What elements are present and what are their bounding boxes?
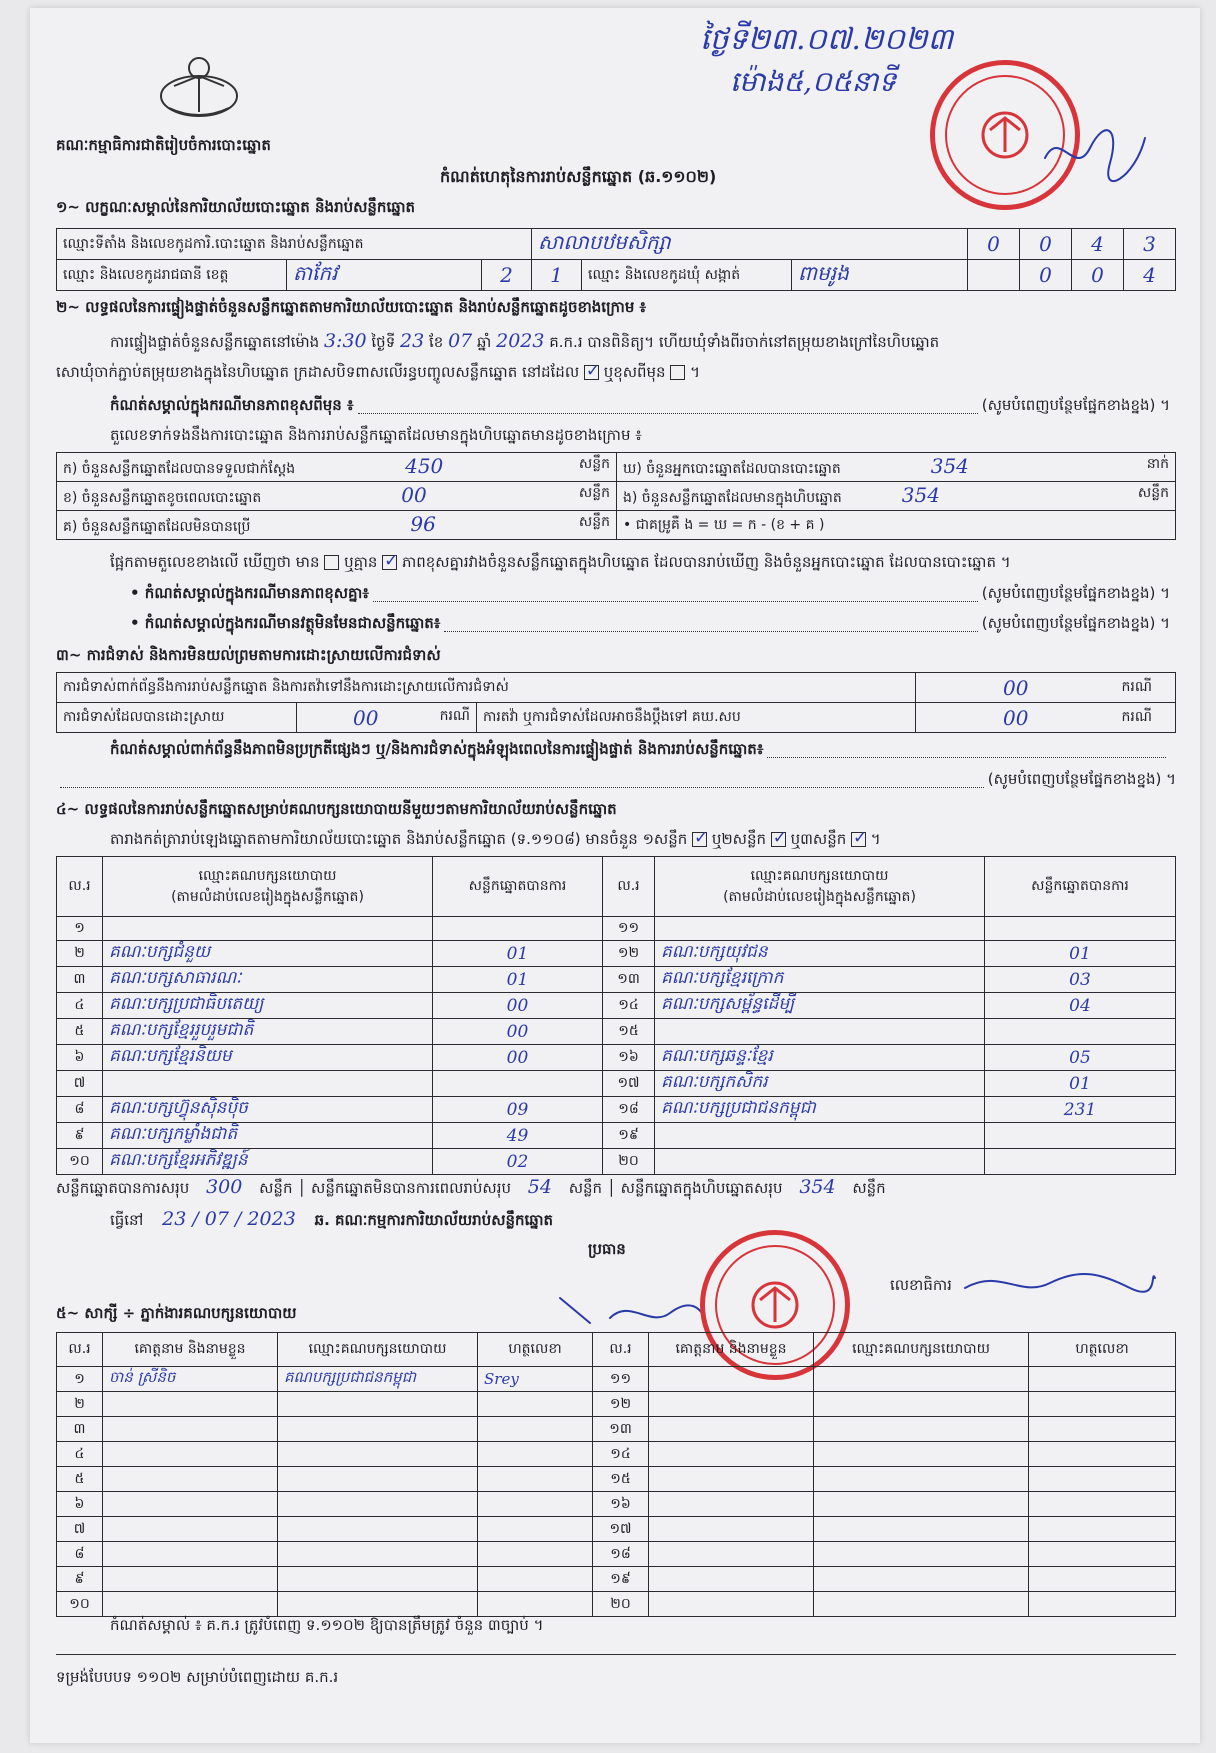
party-name: គណៈបក្សខ្មែររួបរួមជាតិ bbox=[103, 1019, 433, 1045]
party-no: ១២ bbox=[603, 941, 655, 967]
witness-party bbox=[814, 1492, 1029, 1517]
witness-party bbox=[814, 1567, 1029, 1592]
party-votes: 01 bbox=[433, 967, 603, 993]
form-paper bbox=[30, 8, 1200, 1743]
verification-line-2: សោឃុំចាក់ភ្ជាប់តម្រុយខាងក្នុងនៃហិបឆ្នោត ក្រដាសបិទពាសលើរន្ធបញ្ចូលសន្លឹកឆ្នោត នៅដដែល ✓ ឬខុសពីមុន ។ bbox=[56, 363, 700, 385]
table-row bbox=[57, 1567, 1176, 1592]
witness-no: ១ bbox=[57, 1367, 103, 1392]
witness-party bbox=[814, 1467, 1029, 1492]
witness-signature bbox=[478, 1492, 593, 1517]
party-votes: 09 bbox=[433, 1097, 603, 1123]
witness-name bbox=[649, 1417, 814, 1442]
party-name: គណៈបក្សប្រជាជនកម្ពុជា bbox=[655, 1097, 985, 1123]
witness-no: ៧ bbox=[57, 1517, 103, 1542]
witness-party bbox=[814, 1417, 1029, 1442]
appeal-objections: 00 bbox=[916, 703, 1116, 733]
witness-signature bbox=[1029, 1417, 1176, 1442]
party-name bbox=[655, 1123, 985, 1149]
party-votes bbox=[985, 1019, 1176, 1045]
irregularity-note: កំណត់សម្គាល់ពាក់ព័ន្ធនឹងភាពមិនប្រក្រតីផ្សេងៗ ឬ/និងការជំទាស់ក្នុងអំឡុងពេលនៃការផ្ទៀងផ្ទាត់ និងការរាប់សន្លឹកឆ្នោត៖ bbox=[110, 740, 1170, 762]
witness-name bbox=[103, 1542, 278, 1567]
commune-label: ឈ្មោះ និងលេខកូដឃុំ សង្កាត់ bbox=[582, 260, 792, 291]
ballots-in-box: 354 bbox=[901, 483, 940, 507]
witness-no: ១៤ bbox=[593, 1442, 649, 1467]
witness-no: ៨ bbox=[57, 1542, 103, 1567]
witness-party bbox=[278, 1592, 478, 1617]
totals-line: សន្លឹកឆ្នោតបានការសរុប 300 សន្លឹក │ សន្លឹកឆ្នោតមិនបានការពេលរាប់សរុប 54 សន្លឹក │ សន្លឹកឆ្នោតក្នុងហិបឆ្នោតសរុប 354 សន្លឹក bbox=[56, 1176, 886, 1198]
office-value: សាលាបឋមសិក្សា bbox=[532, 229, 968, 260]
table-row bbox=[57, 1592, 1176, 1617]
verification-day: 23 bbox=[400, 330, 425, 352]
witness-signature bbox=[478, 1517, 593, 1542]
party-votes: 49 bbox=[433, 1123, 603, 1149]
witness-party bbox=[278, 1492, 478, 1517]
objections-label: ការជំទាស់ពាក់ព័ន្ធនឹងការរាប់សន្លឹកឆ្នោត និងការតវ៉ាទៅនឹងការដោះស្រាយលើការជំទាស់ bbox=[57, 673, 916, 703]
witness-signature: Srey bbox=[478, 1367, 593, 1392]
witness-party: គណបក្សប្រជាជនកម្ពុជា bbox=[278, 1367, 478, 1392]
office-code-3: 4 bbox=[1072, 229, 1124, 260]
party-votes bbox=[433, 1071, 603, 1097]
witness-no: ៥ bbox=[57, 1467, 103, 1492]
emblem-icon bbox=[154, 46, 244, 126]
party-votes bbox=[985, 917, 1176, 941]
verification-line-1: ការផ្ទៀងផ្ទាត់ចំនួនសន្លឹកឆ្នោតនៅម៉ោង 3:30 ថ្ងៃទី 23 ខែ 07 ឆ្នាំ 2023 គ.ក.រ បានពិនិត្យ។ ហើយឃុំទាំងពីរចាក់នៅតម្រុយខាងក្រៅនៃហិបឆ្នោត bbox=[110, 330, 940, 352]
witness-party bbox=[814, 1367, 1029, 1392]
form-reference: ទម្រង់បែបបទ ១១០២ សម្រាប់បំពេញដោយ គ.ក.រ bbox=[56, 1668, 339, 1686]
witness-no: ១៦ bbox=[593, 1492, 649, 1517]
table-row bbox=[57, 1123, 1176, 1149]
province-code-1: 2 bbox=[482, 260, 532, 291]
party-name: គណៈបក្សខ្មែរនិយម bbox=[103, 1045, 433, 1071]
footer-divider bbox=[56, 1654, 1176, 1655]
commune-code-3: 4 bbox=[1124, 260, 1176, 291]
party-no: ១៥ bbox=[603, 1019, 655, 1045]
party-name: គណៈបក្សខ្មែរអភិវឌ្ឍន៍ bbox=[103, 1149, 433, 1175]
figures-table: ក) ចំនួនសន្លឹកឆ្នោតដែលបានទទួលជាក់ស្តែង 450 សន្លឹក ឃ) ចំនួនអ្នកបោះឆ្នោតដែលបានបោះឆ្នោត 354 នាក់ ខ) ចំនួនសន្លឹកឆ្នោតខូចពេលបោះឆ្នោត 00 សន្លឹក ង) ចំនួនសន្លឹកឆ្នោតដែលមានក្នុងហិបឆ្នោត 354 សន្លឹក គ) ចំនួនសន្លឹកឆ្នោតដែលមិនបានប្រើ 96 សន្លឹក • ជាគម្រូគឺ ង = ឃ = ក - (ខ + គ ) bbox=[56, 452, 1176, 540]
office-label: ឈ្មោះទីតាំង និងលេខកូដការិ.បោះឆ្នោត និងរាប់សន្លឹកឆ្នោត bbox=[57, 229, 532, 260]
party-no: ១៧ bbox=[603, 1071, 655, 1097]
col-no-left: ល.រ bbox=[57, 857, 103, 917]
party-no: ៦ bbox=[57, 1045, 103, 1071]
party-name bbox=[103, 917, 433, 941]
unused-ballots: 96 bbox=[410, 512, 436, 536]
province-code-2: 1 bbox=[532, 260, 582, 291]
table-row bbox=[57, 1467, 1176, 1492]
party-no: ៨ bbox=[57, 1097, 103, 1123]
verification-month: 07 bbox=[448, 330, 473, 352]
witness-no: ១៩ bbox=[593, 1567, 649, 1592]
witness-party bbox=[814, 1542, 1029, 1567]
party-no: ៤ bbox=[57, 993, 103, 1019]
witness-name: ចាន់ ស្រីនិច bbox=[103, 1367, 278, 1392]
voters-voted: 354 bbox=[930, 454, 969, 478]
table-row bbox=[57, 1517, 1176, 1542]
party-votes bbox=[985, 1123, 1176, 1149]
stamp-emblem-icon bbox=[740, 1270, 810, 1340]
party-votes: 02 bbox=[433, 1149, 603, 1175]
chair-signature bbox=[550, 1278, 710, 1338]
figures-intro: តួលេខទាក់ទងនឹងការបោះឆ្នោត និងការរាប់សន្លឹកឆ្នោតដែលមានក្នុងហិបឆ្នោតមានដូចខាងក្រោម ៖ bbox=[110, 426, 642, 444]
section4-title: ៤~ លទ្ធផលនៃការរាប់សន្លឹកឆ្នោតសម្រាប់គណបក្សនយោបាយនីមួយៗតាមការិយាល័យរាប់សន្លឹកឆ្នោត bbox=[56, 800, 617, 818]
party-votes: 00 bbox=[433, 1045, 603, 1071]
party-no: ៩ bbox=[57, 1123, 103, 1149]
table-row bbox=[57, 1045, 1176, 1071]
party-name: គណៈបក្សឆន្ទៈខ្មែរ bbox=[655, 1045, 985, 1071]
table-row bbox=[57, 1367, 1176, 1392]
party-votes: 01 bbox=[433, 941, 603, 967]
secretary-signature bbox=[960, 1258, 1160, 1308]
witness-signature bbox=[478, 1467, 593, 1492]
form-title: កំណត់ហេតុនៃការរាប់សន្លឹកឆ្នោត (ឆ.១១០២) bbox=[440, 167, 717, 186]
same-checkbox[interactable] bbox=[584, 365, 599, 380]
party-votes: 01 bbox=[985, 1071, 1176, 1097]
spoiled-ballots: 00 bbox=[401, 483, 427, 507]
witness-no: ១០ bbox=[57, 1592, 103, 1617]
witness-signature bbox=[478, 1392, 593, 1417]
handwritten-time: ម៉ោង៥,០៥នាទី bbox=[730, 65, 897, 98]
witness-party bbox=[278, 1542, 478, 1567]
witness-signature bbox=[1029, 1592, 1176, 1617]
witness-name bbox=[649, 1442, 814, 1467]
witness-name bbox=[103, 1417, 278, 1442]
party-votes: 231 bbox=[985, 1097, 1176, 1123]
witness-signature bbox=[1029, 1442, 1176, 1467]
witness-signature bbox=[1029, 1542, 1176, 1567]
province-value: តាកែវ bbox=[287, 260, 482, 291]
witness-party bbox=[278, 1517, 478, 1542]
party-no: ២ bbox=[57, 941, 103, 967]
table-row bbox=[57, 1097, 1176, 1123]
resolved-objections: 00 bbox=[353, 705, 379, 730]
witness-signature bbox=[1029, 1517, 1176, 1542]
witness-name bbox=[649, 1392, 814, 1417]
witness-table: ល.រ គោត្តនាម និងនាមខ្លួន ឈ្មោះគណបក្សនយោបាយ ហត្ថលេខា ល.រ គោត្តនាម និងនាមខ្លួន ឈ្មោះគណបក្សនយោបាយ ហត្ថលេខា ១ ចាន់ ស្រីនិច គណបក្សប្រជាជនកម្ពុជា Srey ១១ ២ ១២ ៣ ១៣ ៤ ១៤ ៥ ១៥ ៦ ១៦ ៧ ១៧ ៨ ១៨ ៩ ១៩ ១០ ២០ bbox=[56, 1332, 1176, 1617]
witness-no: ៣ bbox=[57, 1417, 103, 1442]
party-no: ៥ bbox=[57, 1019, 103, 1045]
province-label: ឈ្មោះ និងលេខកូដរាជធានី ខេត្ត bbox=[57, 260, 287, 291]
office-code-4: 3 bbox=[1124, 229, 1176, 260]
table-row bbox=[57, 1071, 1176, 1097]
witness-signature bbox=[1029, 1392, 1176, 1417]
witness-party bbox=[278, 1567, 478, 1592]
witness-signature bbox=[1029, 1567, 1176, 1592]
witness-signature bbox=[478, 1592, 593, 1617]
authority-name: គណៈកម្មាធិការជាតិរៀបចំការបោះឆ្នោត bbox=[56, 136, 271, 154]
witness-signature bbox=[1029, 1367, 1176, 1392]
party-no: ៧ bbox=[57, 1071, 103, 1097]
party-votes: 03 bbox=[985, 967, 1176, 993]
party-name: គណៈបក្សកម្លាំងជាតិ bbox=[103, 1123, 433, 1149]
has-difference-checkbox[interactable] bbox=[324, 555, 339, 570]
bullet-note-2: • កំណត់សម្គាល់ក្នុងករណីមានវត្ថុមិនមែនជាសន្លឹកឆ្នោត៖ (សូមបំពេញបន្ថែមផ្នែកខាងខ្នង) ។ bbox=[130, 614, 1170, 632]
party-no: ១៣ bbox=[603, 967, 655, 993]
section3-title: ៣~ ការជំទាស់ និងការមិនយល់ព្រមតាមការដោះស្រាយលើការជំទាស់ bbox=[56, 646, 441, 664]
party-name bbox=[655, 1019, 985, 1045]
objections-value: 00 bbox=[916, 673, 1116, 703]
witness-name bbox=[103, 1567, 278, 1592]
party-no: ១ bbox=[57, 917, 103, 941]
witness-no: ១៣ bbox=[593, 1417, 649, 1442]
verification-hour: 3:30 bbox=[323, 330, 367, 352]
commune-code-2: 0 bbox=[1072, 260, 1124, 291]
witness-name bbox=[103, 1467, 278, 1492]
witness-no: ៤ bbox=[57, 1442, 103, 1467]
formula: • ជាគម្រូគឺ ង = ឃ = ក - (ខ + គ ) bbox=[617, 511, 1176, 540]
witness-name bbox=[649, 1492, 814, 1517]
table-row bbox=[57, 917, 1176, 941]
witness-no: ២០ bbox=[593, 1592, 649, 1617]
party-no: ៣ bbox=[57, 967, 103, 993]
party-no: ១៦ bbox=[603, 1045, 655, 1071]
witness-no: ១៥ bbox=[593, 1467, 649, 1492]
witness-no: ២ bbox=[57, 1392, 103, 1417]
witness-name bbox=[649, 1592, 814, 1617]
party-no: ១១ bbox=[603, 917, 655, 941]
witness-party bbox=[278, 1392, 478, 1417]
different-checkbox[interactable] bbox=[670, 365, 685, 380]
party-no: ១៤ bbox=[603, 993, 655, 1019]
irregularity-note-cont: (សូមបំពេញបន្ថែមផ្នែកខាងខ្នង) ។ bbox=[56, 770, 1176, 792]
section5-title: ៥~ សាក្សី ÷ ភ្នាក់ងារគណបក្សនយោបាយ bbox=[56, 1304, 297, 1322]
commune-value: ពាមរូង bbox=[792, 260, 968, 291]
party-votes: 01 bbox=[985, 941, 1176, 967]
party-votes bbox=[433, 917, 603, 941]
party-votes: 00 bbox=[433, 993, 603, 1019]
received-ballots: 450 bbox=[405, 454, 444, 478]
signature-top bbox=[1040, 118, 1150, 188]
witness-name bbox=[103, 1442, 278, 1467]
bullet-note-1: • កំណត់សម្គាល់ក្នុងករណីមានភាពខុសគ្នា៖ (សូមបំពេញបន្ថែមផ្នែកខាងខ្នង) ។ bbox=[130, 584, 1170, 602]
party-name bbox=[655, 1149, 985, 1175]
witness-name bbox=[103, 1517, 278, 1542]
table-row bbox=[57, 1492, 1176, 1517]
witness-no: ១៧ bbox=[593, 1517, 649, 1542]
party-name bbox=[103, 1071, 433, 1097]
witness-name bbox=[103, 1592, 278, 1617]
witness-signature bbox=[1029, 1492, 1176, 1517]
table-row bbox=[57, 993, 1176, 1019]
witness-party bbox=[278, 1417, 478, 1442]
table-row bbox=[57, 941, 1176, 967]
table-row bbox=[57, 1542, 1176, 1567]
party-name: គណៈបក្សយុវជន bbox=[655, 941, 985, 967]
witness-name bbox=[649, 1467, 814, 1492]
section2-title: ២~ លទ្ធផលនៃការផ្ទៀងផ្ទាត់ចំនួនសន្លឹកឆ្នោតតាមការិយាល័យបោះឆ្នោត និងរាប់សន្លឹកឆ្នោតដូចខាងក្រោម ៖ bbox=[56, 298, 647, 316]
witness-name bbox=[649, 1567, 814, 1592]
witness-party bbox=[278, 1442, 478, 1467]
party-no: ២០ bbox=[603, 1149, 655, 1175]
one-sheet-checkbox[interactable] bbox=[692, 832, 707, 847]
party-votes: 04 bbox=[985, 993, 1176, 1019]
secretary-label: លេខាធិការ bbox=[890, 1276, 952, 1294]
handwritten-date: ថ្ងៃទី២៣.០៧.២០២៣ bbox=[700, 22, 954, 57]
party-name: គណៈបក្សខ្មែរក្រោក bbox=[655, 967, 985, 993]
witness-party bbox=[814, 1442, 1029, 1467]
results-table: ល.រ ឈ្មោះគណបក្សនយោបាយ (តាមលំដាប់លេខរៀងក្នុងសន្លឹកឆ្នោត) សន្លឹកឆ្នោតបានការ ល.រ ឈ្មោះគណបក្សនយោបាយ (តាមលំដាប់លេខរៀងក្នុងសន្លឹកឆ្នោត) សន្លឹកឆ្នោតបានការ ១ ១១ ២ គណៈបក្សជំនួយ 01 ១២ គណៈបក្សយុវជន 01 ៣ គណៈបក្សសាធារណៈ 01 ១៣ គណៈបក្សខ្មែរក្រោក 03 ៤ គណៈបក្សប្រជាធិបតេយ្យ 00 ១៤ គណៈបក្សសម្ព័ន្ធដើម្បី 04 ៥ គណៈបក្សខ្មែររួបរួមជាតិ 00 ១៥ ៦ គណៈបក្សខ្មែរនិយម 00 ១៦ គណៈបក្សឆន្ទៈខ្មែរ 05 ៧ ១៧ គណៈបក្សកសិករ 01 ៨ គណៈបក្សហ៊្វុនស៊ិនប៉ិច 09 ១៨ គណៈបក្សប្រជាជនកម្ពុជា 231 ៩ គណៈបក្សកម្លាំងជាតិ 49 ១៩ ១០ គណៈបក្សខ្មែរអភិវឌ្ឍន៍ 02 ២០ bbox=[56, 856, 1176, 1175]
witness-no: ៩ bbox=[57, 1567, 103, 1592]
party-no: ១៨ bbox=[603, 1097, 655, 1123]
witness-party bbox=[814, 1517, 1029, 1542]
witness-no: ១១ bbox=[593, 1367, 649, 1392]
witness-party bbox=[278, 1467, 478, 1492]
done-at-line: ធ្វើនៅ 23 / 07 / 2023 ឆ. គណៈកម្មការការិយាល័យរាប់សន្លឹកឆ្នោត bbox=[110, 1208, 554, 1230]
witness-signature bbox=[478, 1442, 593, 1467]
done-date: 23 / 07 / 2023 bbox=[162, 1208, 296, 1230]
total-in-box: 354 bbox=[799, 1176, 836, 1198]
party-name bbox=[655, 917, 985, 941]
witness-name bbox=[649, 1367, 814, 1392]
witness-no: ១២ bbox=[593, 1392, 649, 1417]
witness-party bbox=[814, 1592, 1029, 1617]
stamp-emblem-icon bbox=[970, 100, 1040, 170]
total-invalid: 54 bbox=[527, 1176, 552, 1198]
table-row bbox=[57, 1392, 1176, 1417]
table-row bbox=[57, 1019, 1176, 1045]
tally-intro: តារាងកត់ត្រារាប់ឡេងឆ្នោតតាមការិយាល័យបោះឆ្នោត និងរាប់សន្លឹកឆ្នោត (ទ.១១០៨) មានចំនួន ១សន្លឹក ✓ ឬ២សន្លឹក ✓ ឬ៣សន្លឹក ✓ ។ bbox=[110, 830, 881, 852]
office-code-1: 0 bbox=[968, 229, 1020, 260]
chair-label: ប្រធាន bbox=[588, 1240, 626, 1258]
office-code-2: 0 bbox=[1020, 229, 1072, 260]
party-name: គណៈបក្សសាធារណៈ bbox=[103, 967, 433, 993]
witness-name bbox=[649, 1517, 814, 1542]
three-sheet-checkbox[interactable] bbox=[851, 832, 866, 847]
difference-line: ផ្អែកតាមតួលេខខាងលើ ឃើញថា មាន ឬគ្មាន ✓ ភាពខុសគ្នារវាងចំនួនសន្លឹកឆ្នោតក្នុងហិបឆ្នោត ដែលបានរាប់ឃើញ និងចំនួនអ្នកបោះឆ្នោត ដែលបានបោះឆ្នោត ។ bbox=[110, 553, 1011, 575]
section1-title: ១~ លក្ខណៈសម្គាល់នៃការិយាល័យបោះឆ្នោត និងរាប់សន្លឹកឆ្នោត bbox=[56, 198, 416, 216]
table-row bbox=[57, 1442, 1176, 1467]
party-name: គណៈបក្សប្រជាធិបតេយ្យ bbox=[103, 993, 433, 1019]
verification-year: 2023 bbox=[496, 330, 545, 352]
party-votes bbox=[985, 1149, 1176, 1175]
commune-code-blank bbox=[968, 260, 1020, 291]
no-difference-checkbox[interactable] bbox=[382, 555, 397, 570]
table-row bbox=[57, 1149, 1176, 1175]
two-sheet-checkbox[interactable] bbox=[771, 832, 786, 847]
party-name: គណៈបក្សកសិករ bbox=[655, 1071, 985, 1097]
witness-party bbox=[814, 1392, 1029, 1417]
witness-name bbox=[103, 1392, 278, 1417]
party-votes: 05 bbox=[985, 1045, 1176, 1071]
party-name: គណៈបក្សជំនួយ bbox=[103, 941, 433, 967]
witness-signature bbox=[478, 1567, 593, 1592]
total-valid: 300 bbox=[206, 1176, 243, 1198]
objections-table: ការជំទាស់ពាក់ព័ន្ធនឹងការរាប់សន្លឹកឆ្នោត និងការតវ៉ាទៅនឹងការដោះស្រាយលើការជំទាស់ 00 ករណី ការជំទាស់ដែលបានដោះស្រាយ 00 ករណី ការតវ៉ា ឬការជំទាស់ដែលអាចនឹងប្តឹងទៅ គឃ.សប 00 ករណី bbox=[56, 672, 1176, 733]
party-name: គណៈបក្សសម្ព័ន្ធដើម្បី bbox=[655, 993, 985, 1019]
party-name: គណៈបក្សហ៊្វុនស៊ិនប៉ិច bbox=[103, 1097, 433, 1123]
witness-no: ១៨ bbox=[593, 1542, 649, 1567]
party-votes: 00 bbox=[433, 1019, 603, 1045]
footer-note: កំណត់សម្គាល់ ៖ គ.ក.រ ត្រូវបំពេញ ទ.១១០២ ឱ្យបានត្រឹមត្រូវ ចំនួន ៣ច្បាប់ ។ bbox=[110, 1616, 544, 1634]
witness-signature bbox=[1029, 1467, 1176, 1492]
witness-signature bbox=[478, 1417, 593, 1442]
witness-no: ៦ bbox=[57, 1492, 103, 1517]
table-row bbox=[57, 967, 1176, 993]
difference-note-line: កំណត់សម្គាល់ក្នុងករណីមានភាពខុសពីមុន ៖ (សូមបំពេញបន្ថែមផ្នែកខាងខ្នង) ។ bbox=[110, 396, 1170, 414]
table-row bbox=[57, 1417, 1176, 1442]
witness-name bbox=[103, 1492, 278, 1517]
witness-signature bbox=[478, 1542, 593, 1567]
section1-table bbox=[56, 228, 1176, 291]
witness-name bbox=[649, 1542, 814, 1567]
commune-code-1: 0 bbox=[1020, 260, 1072, 291]
party-no: ១០ bbox=[57, 1149, 103, 1175]
party-no: ១៩ bbox=[603, 1123, 655, 1149]
